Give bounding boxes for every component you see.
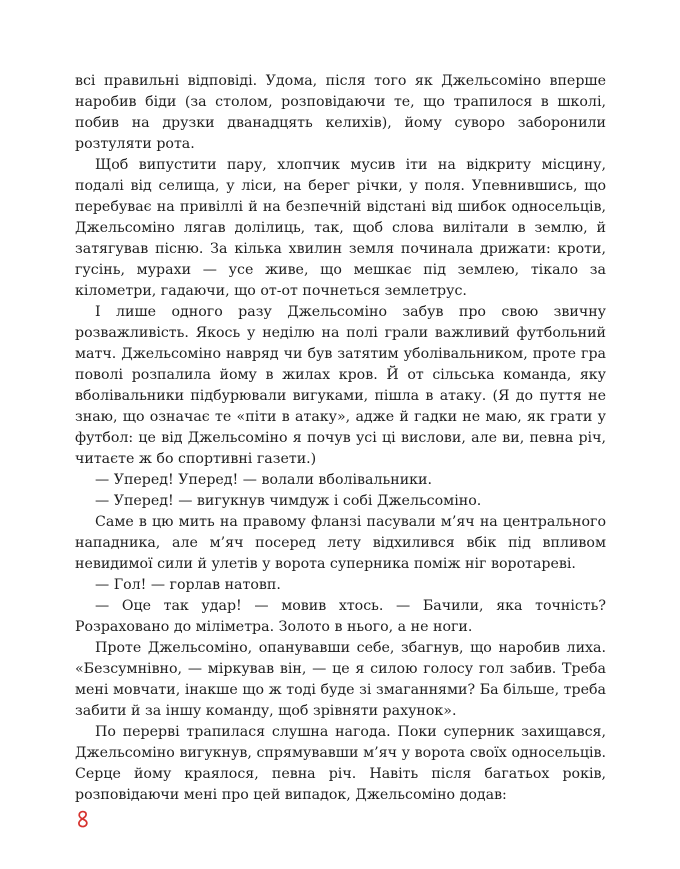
dialogue-line: — Гол! — горлав натовп. — [95, 577, 281, 593]
paragraph: Саме в цю мить на правому фланзі пасували м’яч на центрального нападника, але м’яч посеред лету відхилився вбік під впливом невидимої сили й улетів у ворота суперника поміж ніг воротареві. — [75, 514, 606, 572]
dialogue-line: — Уперед! Уперед! — волали вболівальники. — [95, 472, 432, 488]
page-number — [75, 809, 91, 829]
dialogue-line: — Уперед! — вигукнув чимдуж і собі Джельсоміно. — [95, 493, 482, 509]
body-text — [75, 71, 606, 806]
paragraph: Щоб випустити пару, хлопчик мусив іти на відкриту місцину, подалі від селища, у ліси, на берег річки, у поля. Упевнившись, що перебуває на привіллі й на безпечній відстані від шибок односельців, Джельсоміно лягав долілиць, так, щоб слова вилітали в землю, й затягував пісню. За кілька хвилин земля починала дрижати: кроти, гусінь, мурахи — усе живе, що мешкає під землею, тікало за кілометри, гадаючи, що от-от почнеться землетрус. — [75, 157, 606, 299]
page-number-glyph — [79, 812, 87, 827]
paragraph: Проте Джельсоміно, опанувавши себе, збагнув, що наробив лиха. «Безсумнівно, — міркував він, — це я силою голосу гол забив. Треба мені мовчати, інакше що ж тоді буде зі змаганнями? Ба більше, треба забити й за іншу команду, щоб зрівняти рахунок». — [75, 640, 606, 719]
paragraph: По перерві трапилася слушна нагода. Поки суперник захищався, Джельсоміно вигукнув, спрямувавши м’яч у ворота своїх односельців. Серце йому краялося, певна річ. Навіть після багатьох років, розповідаючи мені про цей випадок, Джельсоміно додав: — [75, 724, 606, 803]
dialogue-line: — Оце так удар! — мовив хтось. — Бачили, яка точність? Розраховано до міліметра. Золото в нього, а не ноги. — [75, 598, 606, 635]
paragraph: всі правильні відповіді. Удома, після того як Джельсоміно вперше наробив біди (за столом, розповідаючи те, що трапилося в школі, побив на друзки дванадцять келихів), йому суворо заборонили розтуляти рота. — [75, 73, 606, 152]
paragraph: І лише одного разу Джельсоміно забув про свою звичну розважливість. Якось у неділю на полі грали важливий футбольний матч. Джельсоміно навряд чи був затятим уболівальником, проте гра поволі розпалила йому в жилах кров. Й от сільська команда, яку вболівальники підбурювали вигуками, пішла в атаку. (Я до пуття не знаю, що означає те «піти в атаку», адже й гадки не маю, як грати у футбол: це від Джельсоміно я почув усі ці вислови, але ви, певна річ, читаєте ж бо спортивні газети.) — [75, 304, 606, 467]
